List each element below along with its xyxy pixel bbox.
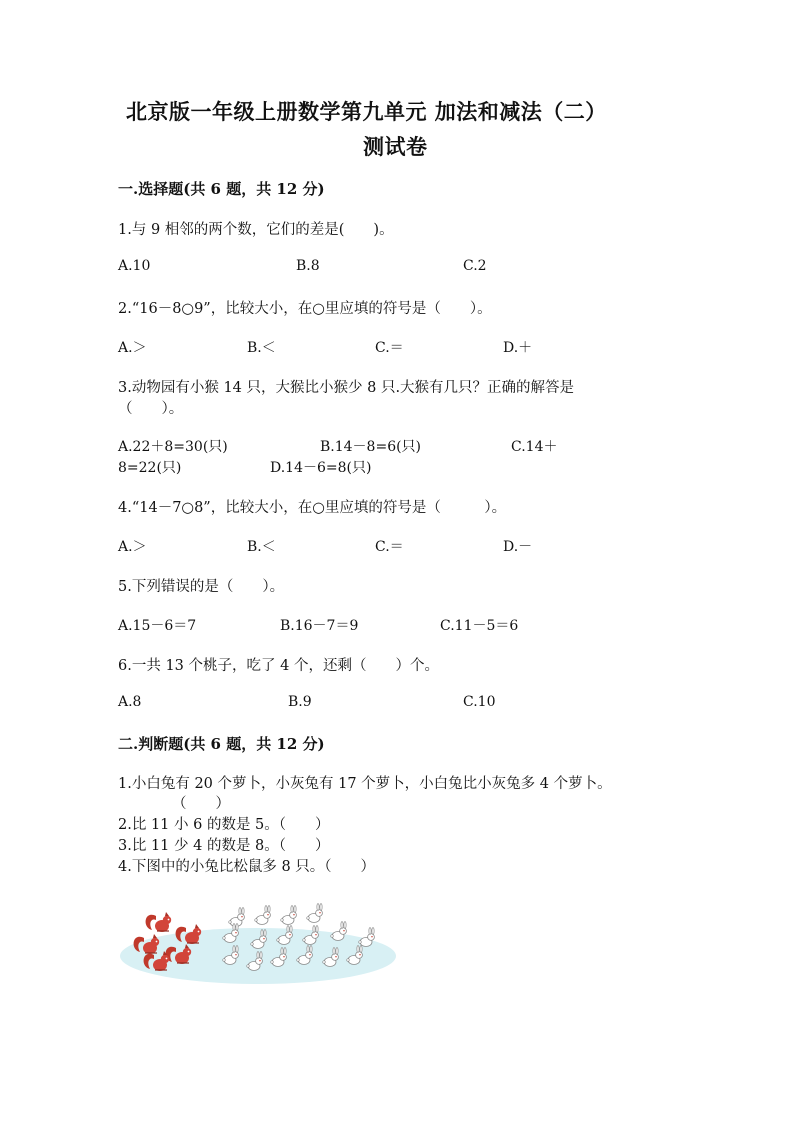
- rabbit-icon: [281, 906, 297, 925]
- judgement-2: 2.比 11 小 6 的数是 5。（ ）: [118, 817, 330, 833]
- option-4a: A.＞: [118, 539, 147, 555]
- option-1c: C.2: [463, 258, 487, 274]
- option-3c-cont: 8=22(只): [118, 460, 182, 476]
- option-3a: A.22＋8=30(只): [118, 439, 228, 455]
- question-6: 6.一共 13 个桃子，吃了 4 个，还剩（ ）个。: [118, 658, 439, 674]
- judgement-1: 1.小白兔有 20 个萝卜，小灰兔有 17 个萝卜，小白兔比小灰兔多 4 个萝卜。: [118, 776, 612, 792]
- option-1a: A.10: [118, 258, 151, 274]
- option-6a: A.8: [118, 694, 142, 710]
- animals-figure: [118, 898, 398, 988]
- option-4d: D.－: [503, 539, 533, 555]
- option-5a: A.15－6＝7: [118, 618, 197, 634]
- section-heading-choice: 一.选择题(共 6 题，共 12 分): [118, 180, 325, 198]
- question-5: 5.下列错误的是（ ）。: [118, 579, 285, 595]
- question-3-blank: （ ）。: [118, 401, 184, 417]
- squirrel-icon: [134, 934, 160, 954]
- option-4c: C.＝: [375, 539, 404, 555]
- option-3b: B.14－8=6(只): [320, 439, 422, 455]
- option-6c: C.10: [463, 694, 496, 710]
- option-4b: B.＜: [247, 539, 276, 555]
- judgement-1-blank: （ ）: [172, 796, 230, 812]
- option-2a: A.＞: [118, 340, 147, 356]
- question-1: 1.与 9 相邻的两个数，它们的差是( )。: [118, 222, 394, 238]
- question-2: 2.“16－8○9”，比较大小，在○里应填的符号是（ ）。: [118, 301, 492, 317]
- option-3c: C.14＋: [511, 439, 558, 455]
- judgement-3: 3.比 11 少 4 的数是 8。（ ）: [118, 838, 330, 854]
- option-6b: B.9: [288, 694, 312, 710]
- option-2c: C.＝: [375, 340, 404, 356]
- option-3d: D.14－6=8(只): [270, 460, 372, 476]
- question-3: 3.动物园有小猴 14 只，大猴比小猴少 8 只.大猴有几只？正确的解答是: [118, 380, 575, 396]
- squirrel-icon: [146, 912, 172, 932]
- option-2d: D.＋: [503, 340, 533, 356]
- judgement-4: 4.下图中的小兔比松鼠多 8 只。（ ）: [118, 859, 376, 875]
- rabbit-icon: [255, 906, 271, 925]
- option-1b: B.8: [296, 258, 320, 274]
- section-heading-judgement: 二.判断题(共 6 题，共 12 分): [118, 735, 325, 753]
- option-5b: B.16－7＝9: [280, 618, 359, 634]
- squirrel-icon: [176, 924, 202, 944]
- question-4: 4.“14－7○8”，比较大小，在○里应填的符号是（ ）。: [118, 500, 507, 516]
- option-5c: C.11－5＝6: [440, 618, 519, 634]
- page-title: 北京版一年级上册数学第九单元 加法和减法（二）: [126, 99, 607, 124]
- option-2b: B.＜: [247, 340, 276, 356]
- rabbit-icon: [307, 904, 323, 923]
- page-subtitle: 测试卷: [363, 134, 428, 159]
